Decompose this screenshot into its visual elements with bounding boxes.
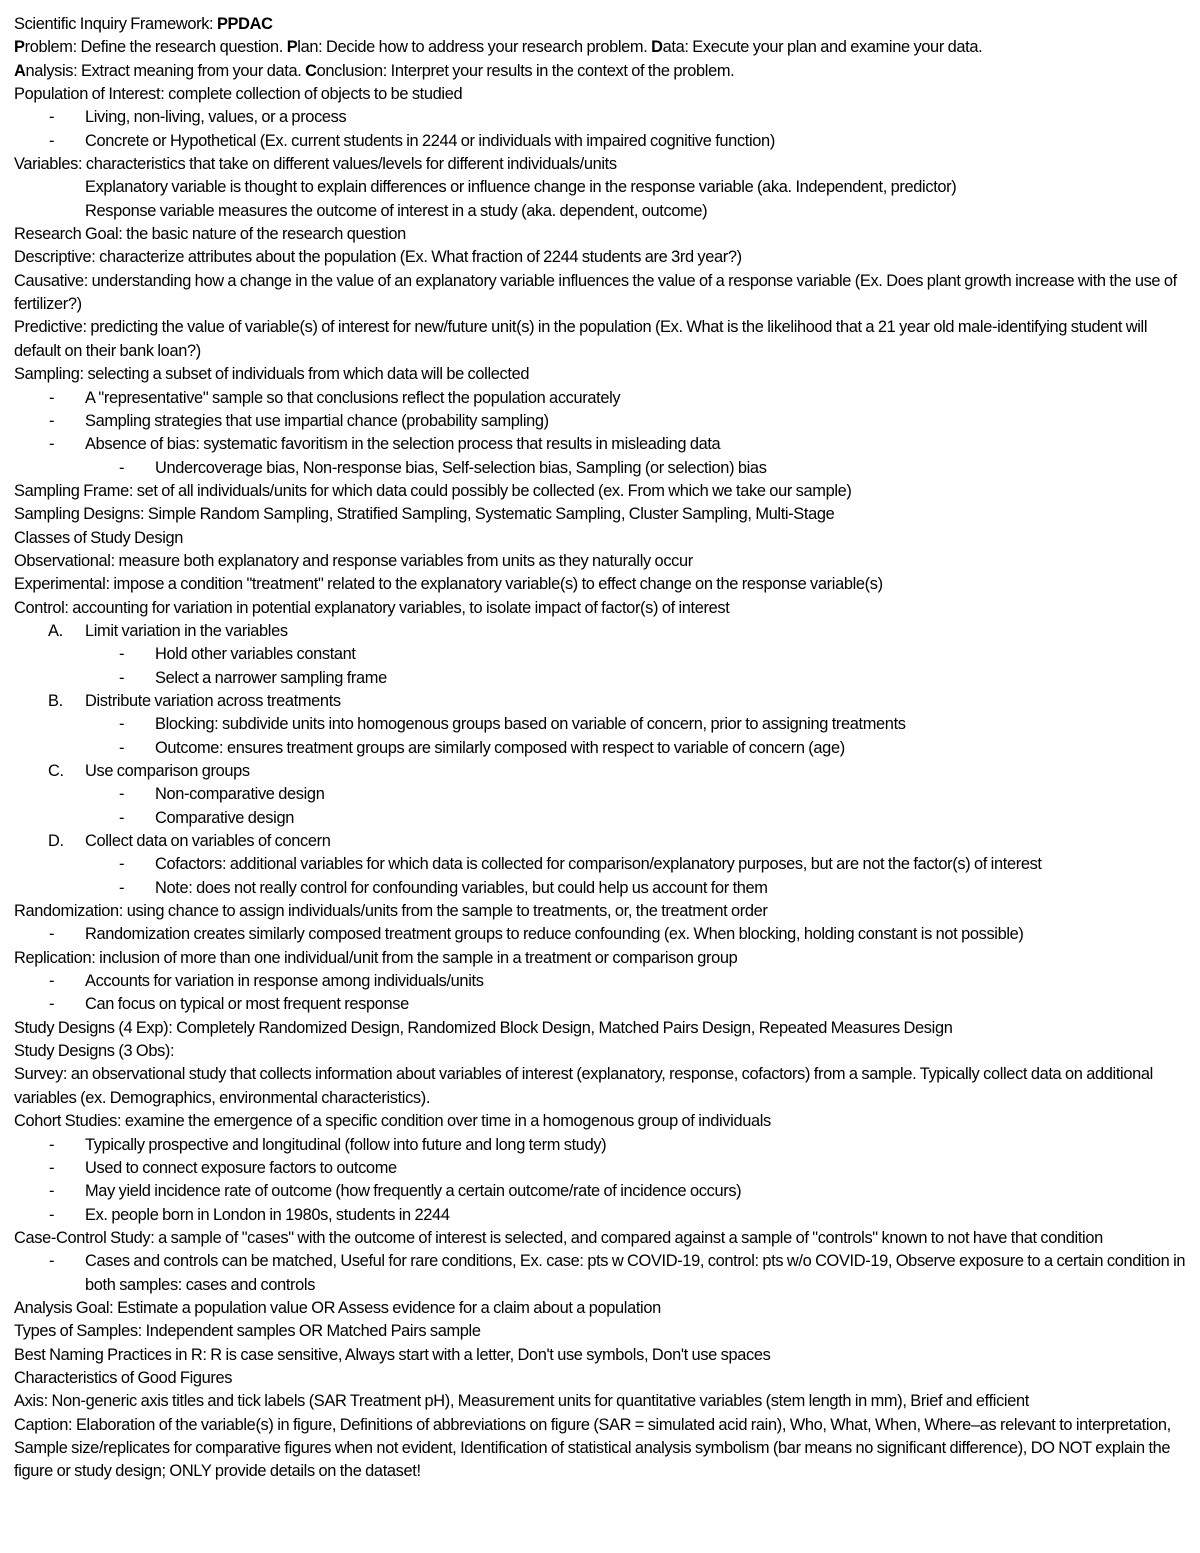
text-line: Best Naming Practices in R: R is case sensitive, Always start with a letter, Don't use symbols, Don't use spaces	[14, 1345, 771, 1364]
dash-marker: -	[119, 458, 125, 477]
text-line: Caption: Elaboration of the variable(s) in figure, Definitions of abbreviations on figure (SAR = simulated acid rain), Who, What, When, Where–as relevant to interpretation, Sample size/replicates for comparative figures when not evident, Identification of statistical analysis symbolism (bar means no significant difference), DO NOT explain the figure or study design; ONLY provide details on the dataset!	[14, 1415, 1171, 1481]
list-item: - Accounts for variation in response among individuals/units	[14, 970, 1190, 993]
list-item: - Used to connect exposure factors to outcome	[14, 1157, 1190, 1180]
list-item: - Living, non-living, values, or a process	[14, 106, 1190, 129]
dash-marker: -	[49, 925, 55, 944]
text-line: Axis: Non-generic axis titles and tick labels (SAR Treatment pH), Measurement units for quantitative variables (stem length in mm), Brief and efficient	[14, 1392, 1029, 1411]
list-item: - Concrete or Hypothetical (Ex. current students in 2244 or individuals with impaired cognitive function)	[14, 130, 1190, 153]
letter-marker: D.	[48, 832, 64, 851]
dash-marker: -	[119, 738, 125, 757]
text-line: Observational: measure both explanatory and response variables from units as they naturally occur	[14, 551, 693, 570]
lettered-item: A. Limit variation in the variables	[14, 620, 1190, 643]
sub-list-item: - Outcome: ensures treatment groups are similarly composed with respect to variable of concern (age)	[14, 737, 1190, 760]
list-item: - Randomization creates similarly composed treatment groups to reduce confounding (ex. When blocking, holding constant is not possible)	[14, 923, 1190, 946]
dash-marker: -	[49, 435, 55, 454]
dash-marker: -	[49, 1158, 55, 1177]
dash-marker: -	[119, 785, 125, 804]
list-item: - A "representative" sample so that conclusions reflect the population accurately	[14, 387, 1190, 410]
list-item: - Can focus on typical or most frequent response	[14, 993, 1190, 1016]
dash-marker: -	[49, 131, 55, 150]
text-line: Study Designs (3 Obs):	[14, 1042, 175, 1061]
dash-marker: -	[49, 1182, 55, 1201]
text-line: Types of Samples: Independent samples OR Matched Pairs sample	[14, 1322, 481, 1341]
list-item: - Ex. people born in London in 1980s, students in 2244	[14, 1204, 1190, 1227]
sub-list-item: - Non-comparative design	[14, 783, 1190, 806]
dash-marker: -	[49, 972, 55, 991]
sub-list-item: - Blocking: subdivide units into homogenous groups based on variable of concern, prior to assigning treatments	[14, 713, 1190, 736]
page-title: Scientific Inquiry Framework: PPDAC	[14, 15, 273, 33]
text-line: Cohort Studies: examine the emergence of a specific condition over time in a homogenous group of individuals	[14, 1112, 771, 1131]
indented-line: Explanatory variable is thought to explain differences or influence change in the response variable (aka. Independent, predictor)	[85, 178, 957, 197]
text-line: Experimental: impose a condition "treatment" related to the explanatory variable(s) to effect change on the response variable(s)	[14, 575, 883, 594]
text-line: Replication: inclusion of more than one individual/unit from the sample in a treatment or comparison group	[14, 948, 738, 967]
list-item: - Typically prospective and longitudinal (follow into future and long term study)	[14, 1134, 1190, 1157]
ppdac-acronym: PPDAC	[216, 15, 273, 33]
list-item: - Absence of bias: systematic favoritism in the selection process that results in misleading data	[14, 433, 1190, 456]
text-line: Classes of Study Design	[14, 528, 184, 547]
ppdac-line-2: Analysis: Extract meaning from your data. Conclusion: Interpret your results in the context of the problem.	[14, 61, 735, 80]
lettered-item: B. Distribute variation across treatments	[14, 690, 1190, 713]
text-line: Characteristics of Good Figures	[14, 1368, 233, 1387]
dash-marker: -	[119, 668, 125, 687]
text-line: Randomization: using chance to assign individuals/units from the sample to treatments, or, the treatment order	[14, 902, 768, 921]
text-line: Descriptive: characterize attributes about the population (Ex. What fraction of 2244 students are 3rd year?)	[14, 248, 742, 267]
sub-list-item: - Undercoverage bias, Non-response bias, Self-selection bias, Sampling (or selection) bias	[14, 457, 1190, 480]
sub-list-item: - Hold other variables constant	[14, 643, 1190, 666]
dash-marker: -	[119, 855, 125, 874]
text-line: Control: accounting for variation in potential explanatory variables, to isolate impact of factor(s) of interest	[14, 598, 730, 617]
lettered-item: C. Use comparison groups	[14, 760, 1190, 783]
sub-list-item: - Select a narrower sampling frame	[14, 667, 1190, 690]
dash-marker: -	[119, 878, 125, 897]
sub-list-item: - Comparative design	[14, 807, 1190, 830]
text-line: Predictive: predicting the value of variable(s) of interest for new/future unit(s) in the population (Ex. What is the likelihood that a 21 year old male-identifying student will default on their bank loan?)	[14, 318, 1148, 360]
letter-marker: C.	[48, 762, 64, 780]
text-line: Sampling: selecting a subset of individuals from which data will be collected	[14, 365, 530, 384]
text-line: Research Goal: the basic nature of the research question	[14, 225, 406, 244]
dash-marker: -	[49, 1252, 55, 1271]
dash-marker: -	[49, 388, 55, 407]
text-line: Causative: understanding how a change in the value of an explanatory variable influences the value of a response variable (Ex. Does plant growth increase with the use of fertilizer?)	[14, 271, 1177, 314]
ppdac-line-1: Problem: Define the research question. Plan: Decide how to address your research problem. Data: Execute your plan and examine your data.	[14, 38, 983, 57]
letter-marker: B.	[48, 691, 63, 710]
text-line: Study Designs (4 Exp): Completely Randomized Design, Randomized Block Design, Matched Pairs Design, Repeated Measures Design	[14, 1018, 953, 1037]
dash-marker: -	[49, 1135, 55, 1154]
lettered-item: D. Collect data on variables of concern	[14, 830, 1190, 853]
letter-marker: A.	[48, 621, 63, 640]
dash-marker: -	[49, 108, 55, 127]
list-item: - Cases and controls can be matched, Useful for rare conditions, Ex. case: pts w COVID-19, control: pts w/o COVID-19, Observe exposure to a certain condition in both samples: cases and controls	[49, 1252, 1186, 1294]
list-item: - May yield incidence rate of outcome (how frequently a certain outcome/rate of incidence occurs)	[14, 1180, 1190, 1203]
indented-line: Response variable measures the outcome of interest in a study (aka. dependent, outcome)	[85, 201, 708, 220]
dash-marker: -	[49, 1205, 55, 1224]
text-line: Analysis Goal: Estimate a population value OR Assess evidence for a claim about a population	[14, 1298, 661, 1317]
text-line: Sampling Frame: set of all individuals/units for which data could possibly be collected (ex. From which we take our sample)	[14, 481, 852, 500]
dash-marker: -	[119, 808, 125, 827]
dash-marker: -	[119, 715, 125, 734]
sub-list-item: - Note: does not really control for confounding variables, but could help us account for them	[14, 877, 1190, 900]
sub-list-item: - Cofactors: additional variables for which data is collected for comparison/explanatory purposes, but are not the factor(s) of interest	[14, 853, 1190, 876]
text-line: Variables: characteristics that take on different values/levels for different individuals/units	[14, 155, 617, 174]
dash-marker: -	[49, 995, 55, 1014]
dash-marker: -	[119, 645, 125, 664]
document-page	[14, 13, 1190, 1484]
text-line: Population of Interest: complete collection of objects to be studied	[14, 85, 463, 104]
text-line: Case-Control Study: a sample of "cases" with the outcome of interest is selected, and compared against a sample of "controls" known to not have that condition	[14, 1228, 1103, 1247]
text-line: Survey: an observational study that collects information about variables of interest (explanatory, response, cofactors) from a sample. Typically collect data on additional variables (ex. Demographics, environmental characteristics).	[14, 1065, 1153, 1107]
dash-marker: -	[49, 411, 55, 430]
list-item: - Sampling strategies that use impartial chance (probability sampling)	[14, 410, 1190, 433]
text-line: Sampling Designs: Simple Random Sampling, Stratified Sampling, Systematic Sampling, Cluster Sampling, Multi-Stage	[14, 505, 835, 524]
